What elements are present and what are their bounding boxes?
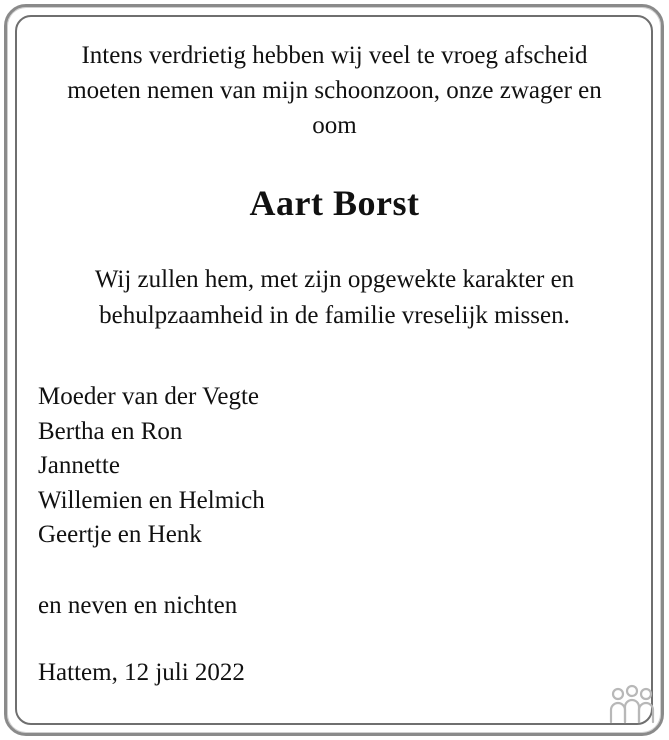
family-name: Geertje en Henk	[38, 521, 202, 548]
tribute-line: Wij zullen hem, met zijn opgewekte karakter en	[94, 266, 575, 293]
tribute-text	[36, 262, 633, 334]
intro-line: Intens verdrietig hebben wij veel te vroeg afscheid	[81, 42, 588, 69]
family-name: Bertha en Ron	[38, 417, 183, 445]
place-date: Hattem, 12 juli 2022	[38, 659, 245, 686]
family-name: Willemien en Helmich	[38, 486, 265, 514]
intro-line: moeten nemen van mijn schoonzoon, onze zwager en	[67, 77, 602, 104]
family-name: Moeder van der Vegte	[38, 383, 259, 410]
intro-text	[36, 38, 633, 143]
extended-family: en neven en nichten	[38, 592, 238, 619]
deceased-name: Aart Borst	[249, 183, 420, 223]
family-name: Jannette	[38, 452, 120, 479]
tribute-line: behulpzaamheid in de familie vreselijk missen.	[99, 302, 570, 329]
people-group-icon	[608, 684, 656, 726]
family-list	[38, 380, 265, 553]
intro-line: oom	[312, 112, 357, 139]
